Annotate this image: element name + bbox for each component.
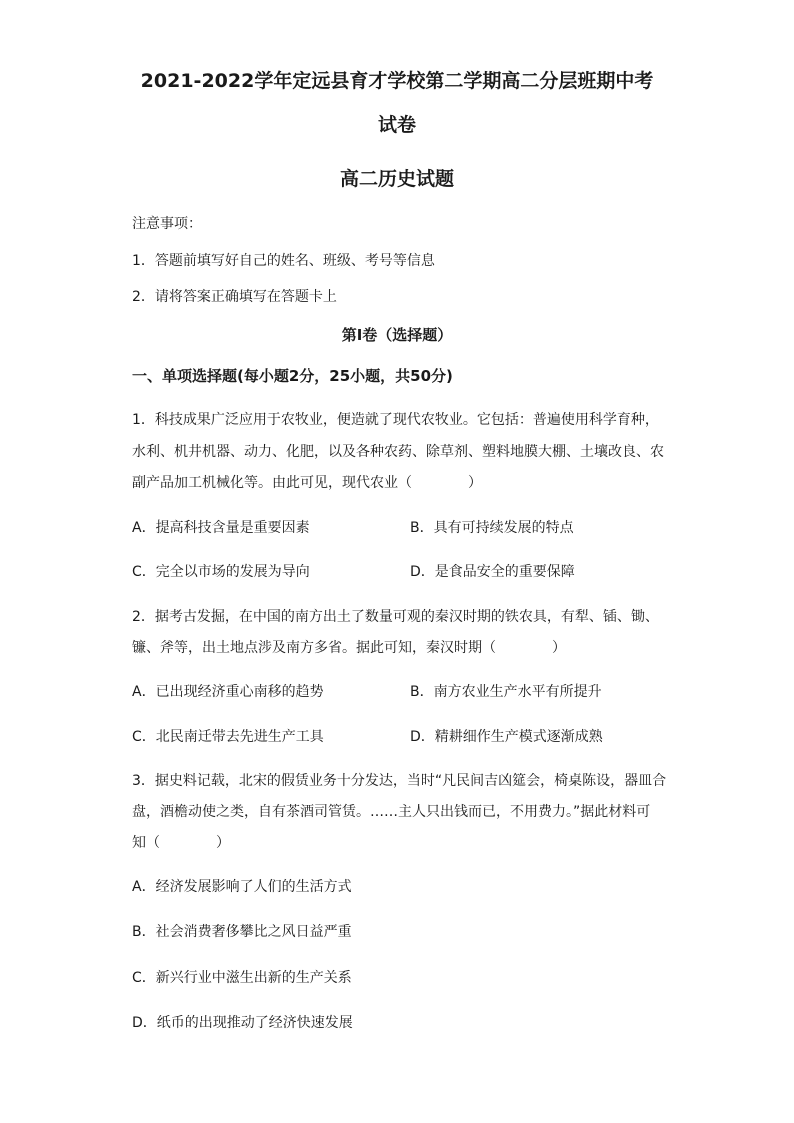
volume-heading: 第I卷（选择题）	[341, 326, 453, 344]
option-d: D．精耕细作生产模式逐渐成熟	[410, 729, 603, 745]
option-d: D．纸币的出现推动了经济快速发展	[132, 1015, 353, 1031]
option-a: A．已出现经济重心南移的趋势	[132, 684, 324, 700]
option-a: A．提高科技含量是重要因素	[132, 520, 310, 536]
option-b: B．南方农业生产水平有所提升	[410, 684, 602, 700]
subject-title: 高二历史试题	[339, 168, 454, 190]
option-c: C．完全以市场的发展为导向	[132, 564, 310, 580]
question-stem-line: 盘，酒檐动使之类，自有茶酒司管赁。……主人只出钱而已，不用费力。”据此材料可	[132, 804, 651, 820]
notice-heading: 注意事项：	[132, 216, 202, 232]
question-stem-line: 3．据史料记载，北宋的假赁业务十分发达，当时“凡民间吉凶筵会，椅桌陈设，器皿合	[132, 773, 667, 789]
question-stem-line: 1．科技成果广泛应用于农牧业，便造就了现代农牧业。它包括：普遍使用科学育种，	[132, 412, 659, 428]
option-c: C．北民南迁带去先进生产工具	[132, 729, 324, 745]
notice-item: 1．答题前填写好自己的姓名、班级、考号等信息	[132, 253, 435, 269]
question-stem-line: 2．据考古发掘，在中国的南方出土了数量可观的秦汉时期的铁农具，有犁、锸、锄、	[132, 609, 659, 625]
exam-title-line2: 试卷	[377, 114, 416, 136]
option-d: D．是食品安全的重要保障	[410, 564, 575, 580]
question-stem-line: 镰、斧等，出土地点涉及南方多省。据此可知，秦汉时期（ ）	[132, 640, 566, 656]
exam-title-line1: 2021-2022学年定远县育才学校第二学期高二分层班期中考	[140, 70, 654, 92]
question-stem-line: 副产品加工机械化等。由此可见，现代农业（ ）	[132, 475, 482, 491]
option-a: A．经济发展影响了人们的生活方式	[132, 879, 352, 895]
question-stem-line: 知（ ）	[132, 835, 230, 851]
option-b: B．具有可持续发展的特点	[410, 520, 574, 536]
question-stem-line: 水利、机井机器、动力、化肥，以及各种农药、除草剂、塑料地膜大棚、土壤改良、农	[132, 444, 664, 460]
option-b: B．社会消费奢侈攀比之风日益严重	[132, 924, 352, 940]
option-c: C．新兴行业中滋生出新的生产关系	[132, 970, 352, 986]
part-heading: 一、单项选择题(每小题2分，25小题，共50分)	[132, 367, 453, 385]
notice-item: 2．请将答案正确填写在答题卡上	[132, 289, 337, 305]
